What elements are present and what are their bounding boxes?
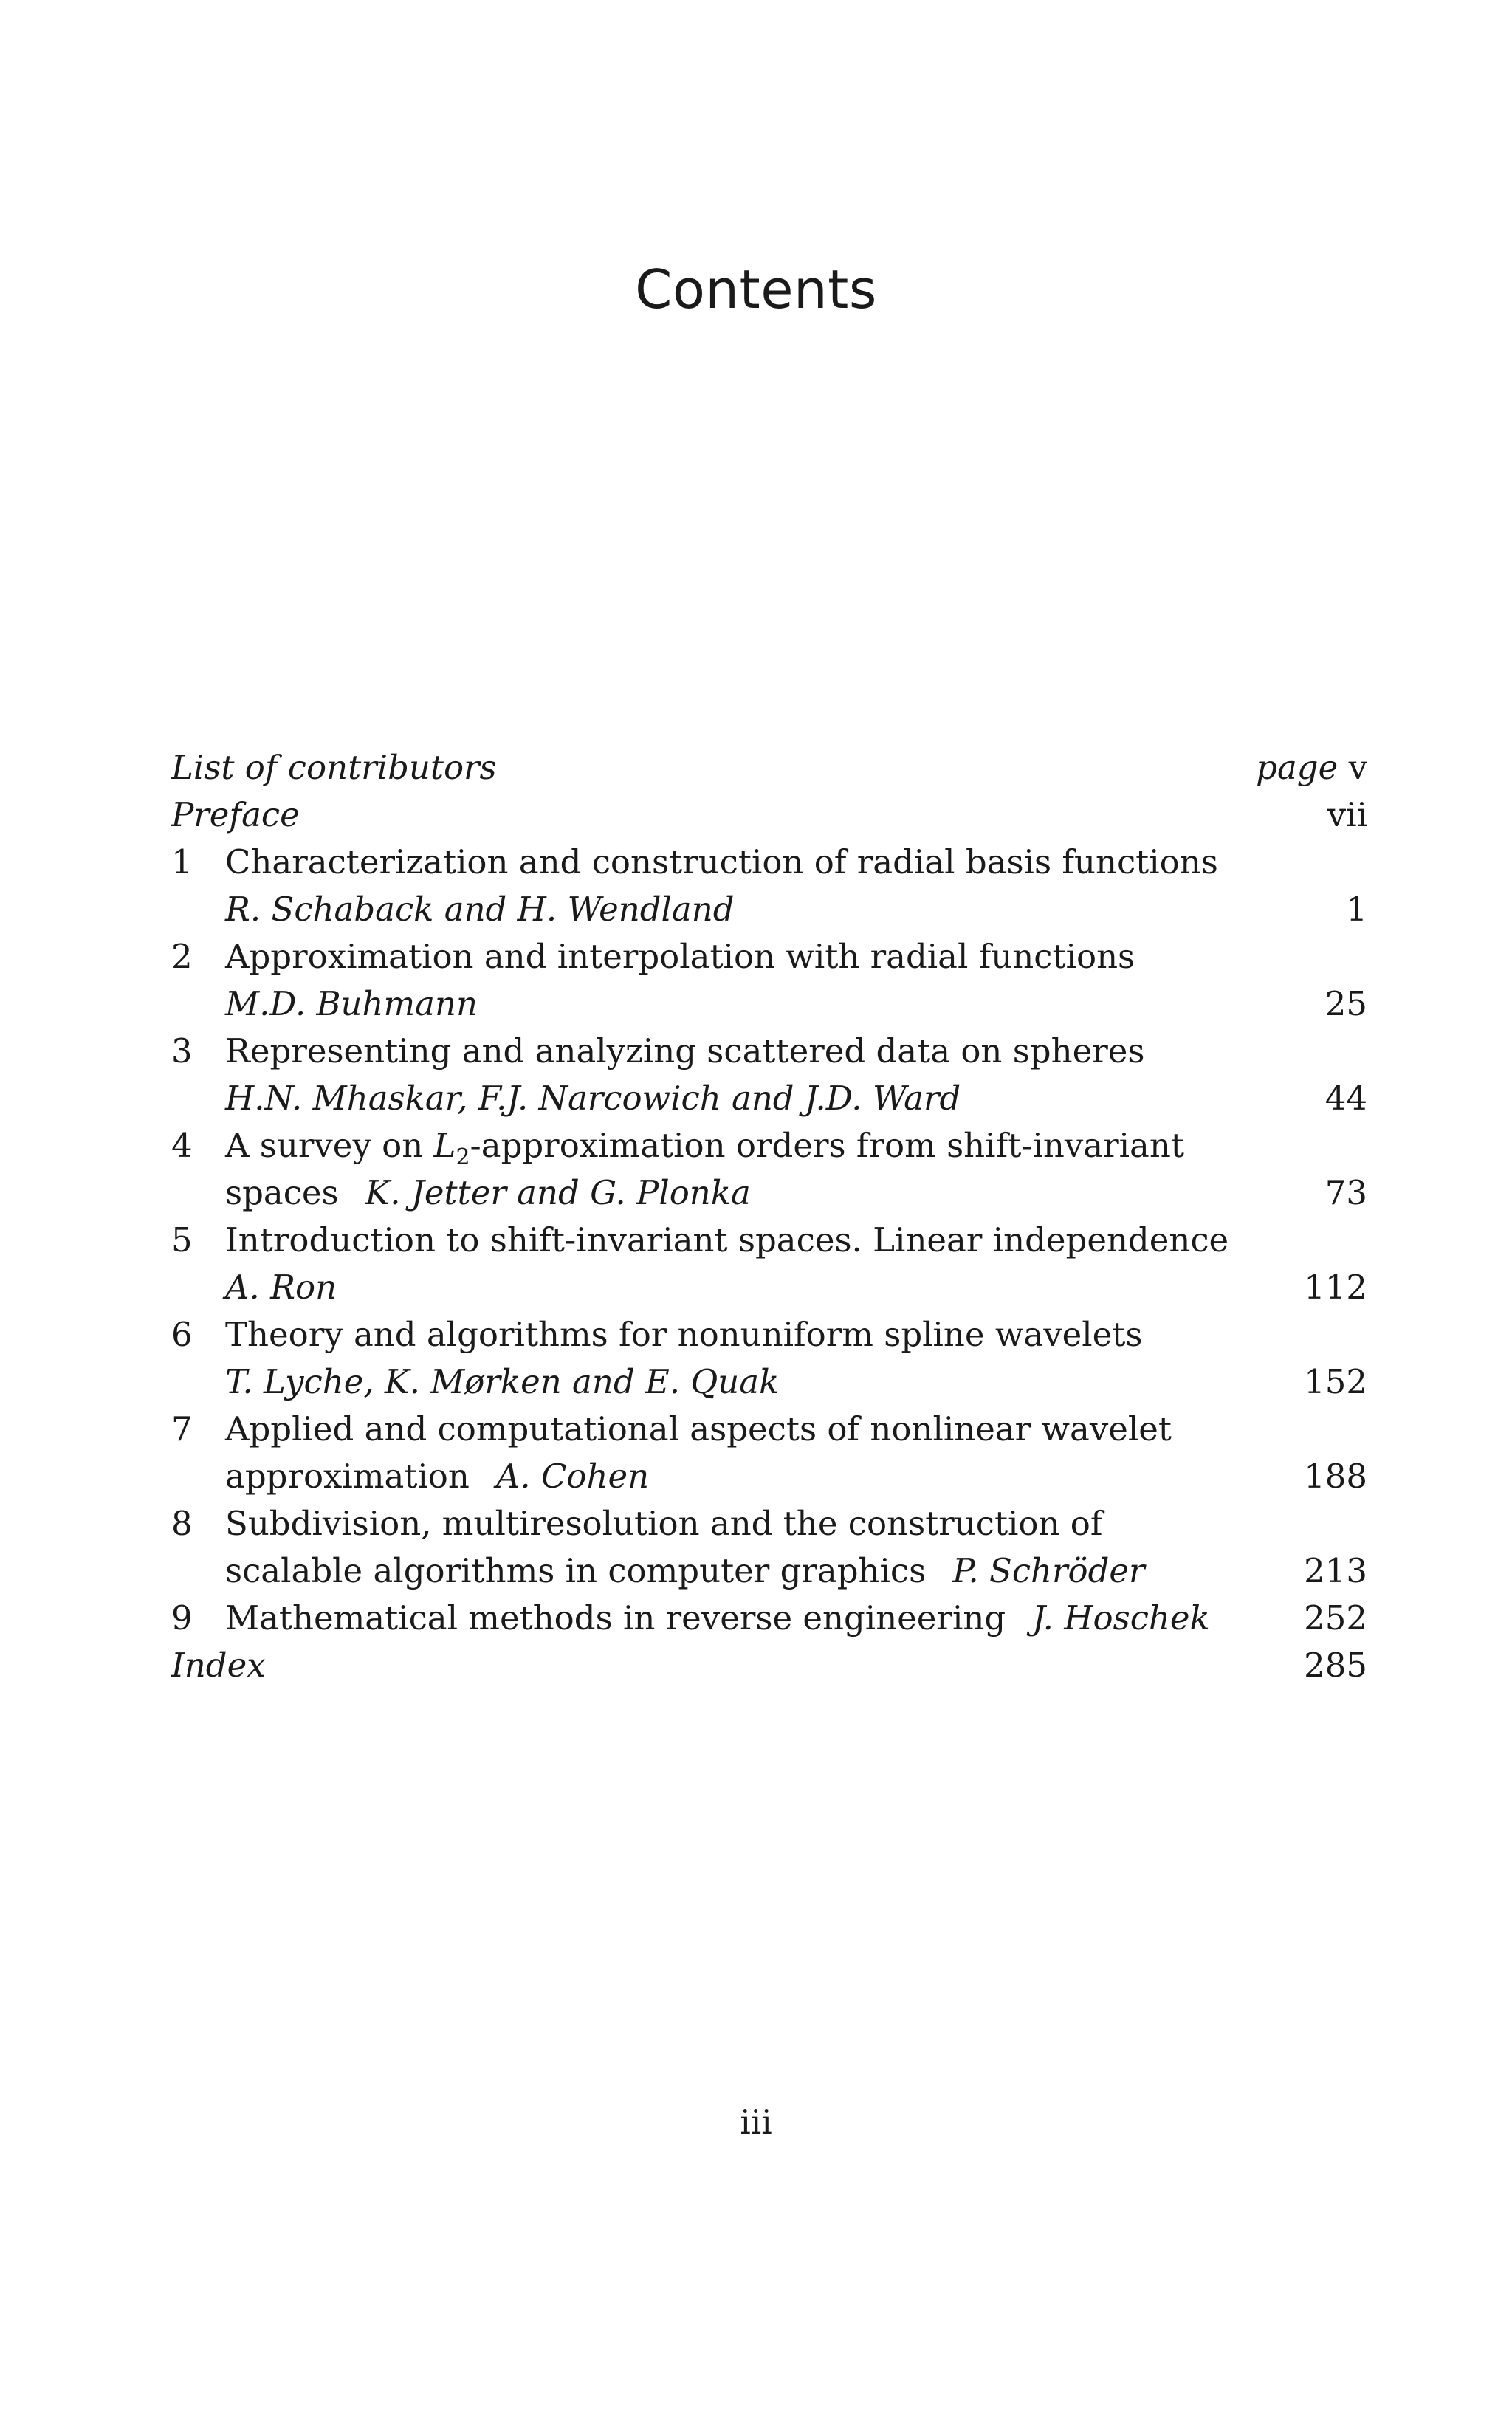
chapter-number: 7 (171, 1409, 193, 1449)
chapter-title-text: A survey on (225, 1126, 434, 1165)
toc-entry-page: 285 (1304, 1646, 1367, 1685)
math-symbol: L (433, 1126, 456, 1165)
chapter-title (225, 1595, 1210, 1642)
chapter-authors: A. Cohen (495, 1457, 650, 1496)
math-subscript: 2 (456, 1144, 470, 1170)
chapter-number: 1 (171, 842, 193, 882)
toc-chapter-5-author-line[interactable] (171, 1264, 1367, 1311)
chapter-authors: P. Schröder (952, 1551, 1145, 1590)
chapter-title-text: Mathematical methods in reverse engineering (225, 1598, 1006, 1638)
chapter-page: 188 (1304, 1457, 1367, 1496)
toc-chapter-6-title-line[interactable] (171, 1311, 1367, 1358)
toc-chapter-2-title-line[interactable] (171, 933, 1367, 980)
chapter-number: 9 (171, 1598, 193, 1638)
toc-chapter-1-author-line[interactable] (171, 886, 1367, 933)
toc-chapter-8-title-line[interactable] (171, 1500, 1367, 1547)
chapter-title: Representing and analyzing scattered data on spheres (225, 1031, 1145, 1071)
page-prefix: page (1256, 748, 1339, 787)
chapter-page: 25 (1324, 984, 1367, 1023)
toc-chapter-3-author-line[interactable] (171, 1075, 1367, 1122)
toc-entry-title: Index (171, 1646, 266, 1685)
chapter-title: Theory and algorithms for nonuniform spline wavelets (225, 1315, 1143, 1354)
chapter-number: 5 (171, 1220, 193, 1260)
chapter-authors: M.D. Buhmann (225, 984, 478, 1023)
chapter-number: 4 (171, 1126, 193, 1165)
chapter-page: 1 (1346, 890, 1367, 929)
chapter-authors: T. Lyche, K. Mørken and E. Quak (225, 1362, 780, 1401)
chapter-title-text: -approximation orders from shift-invariant (470, 1126, 1184, 1165)
toc-entry-title: Preface (171, 795, 300, 834)
toc-entry-page (1256, 744, 1367, 791)
toc-chapter-1-title-line[interactable] (171, 839, 1367, 886)
page-number: v (1348, 748, 1367, 787)
chapter-authors: K. Jetter and G. Plonka (365, 1173, 751, 1212)
toc-chapter-5-title-line[interactable] (171, 1217, 1367, 1264)
chapter-title-continuation (225, 1169, 751, 1217)
chapter-page: 73 (1324, 1173, 1367, 1212)
toc-chapter-9-line[interactable] (171, 1595, 1367, 1642)
chapter-number: 6 (171, 1315, 193, 1354)
toc-entry-title: List of contributors (171, 748, 497, 787)
chapter-page: 213 (1304, 1551, 1367, 1590)
chapter-page: 112 (1304, 1268, 1367, 1307)
toc-chapter-4-author-line[interactable] (171, 1169, 1367, 1217)
chapter-title: Applied and computational aspects of nonlinear wavelet (225, 1409, 1172, 1449)
toc-entry-preface[interactable] (171, 791, 1367, 839)
toc-entry-page: vii (1327, 795, 1367, 834)
chapter-title-text: spaces (225, 1173, 339, 1212)
toc-chapter-6-author-line[interactable] (171, 1358, 1367, 1406)
chapter-number: 2 (171, 937, 193, 976)
chapter-title: Characterization and construction of radial basis functions (225, 842, 1218, 882)
chapter-page: 252 (1304, 1598, 1367, 1638)
chapter-title (225, 1122, 1184, 1169)
toc-chapter-7-author-line[interactable] (171, 1453, 1367, 1500)
chapter-authors: H.N. Mhaskar, F.J. Narcowich and J.D. Ward (225, 1079, 961, 1118)
chapter-title-text: scalable algorithms in computer graphics (225, 1551, 927, 1590)
chapter-page: 152 (1304, 1362, 1367, 1401)
chapter-title-continuation (225, 1547, 1145, 1595)
chapter-authors: R. Schaback and H. Wendland (225, 890, 735, 929)
chapter-page: 44 (1324, 1079, 1367, 1118)
page-title: Contents (635, 258, 877, 320)
page-folio: iii (740, 2103, 772, 2142)
chapter-number: 3 (171, 1031, 193, 1071)
chapter-number: 8 (171, 1504, 193, 1543)
toc-chapter-7-title-line[interactable] (171, 1406, 1367, 1453)
toc-chapter-8-author-line[interactable] (171, 1547, 1367, 1595)
chapter-title-continuation (225, 1453, 649, 1500)
table-of-contents (171, 744, 1367, 1689)
chapter-title: Introduction to shift-invariant spaces. Linear independence (225, 1220, 1229, 1260)
toc-entry-index[interactable] (171, 1642, 1367, 1689)
chapter-authors: A. Ron (225, 1268, 337, 1307)
chapter-title-text: approximation (225, 1457, 470, 1496)
toc-chapter-3-title-line[interactable] (171, 1028, 1367, 1075)
toc-entry-list-of-contributors[interactable] (171, 744, 1367, 791)
chapter-authors: J. Hoschek (1032, 1598, 1210, 1638)
toc-chapter-4-title-line[interactable] (171, 1122, 1367, 1169)
chapter-title: Subdivision, multiresolution and the construction of (225, 1504, 1103, 1543)
toc-chapter-2-author-line[interactable] (171, 980, 1367, 1028)
chapter-title: Approximation and interpolation with radial functions (225, 937, 1135, 976)
